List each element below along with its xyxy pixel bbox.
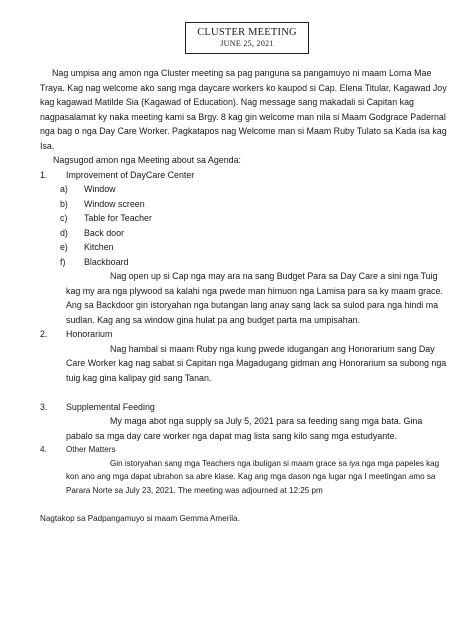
subitem-text: Table for Teacher	[84, 213, 152, 223]
subitem-text: Window screen	[84, 198, 145, 209]
subitem-letter: f)	[60, 256, 66, 267]
agenda-item-number: 2.	[40, 329, 48, 339]
agenda-item-body: Nag hambal si maam Ruby nga kung pwede idugangan ang Honorarium sang Day Care Worker kag nag sabat si Capitan nga Magadugang gidman ang Honorarium sa subong nga tuig kag gina kalipay gid sang Tanan.	[66, 343, 447, 383]
document-body	[40, 66, 450, 525]
agenda-item-number: 1.	[40, 169, 48, 180]
subitem-letter: e)	[60, 242, 68, 252]
agenda-item-title: Other Matters	[66, 445, 116, 454]
agenda-item-number: 4.	[40, 445, 47, 454]
agenda-item-title: Supplemental Feeding	[66, 401, 155, 412]
agenda-item-title: Improvement of DayCare Center	[66, 169, 195, 180]
agenda-item-3	[40, 400, 450, 415]
subitem	[40, 240, 450, 255]
subitem-letter: c)	[60, 213, 68, 223]
agenda-item-number: 3.	[40, 401, 48, 412]
subitem	[40, 255, 450, 270]
intro-paragraph: Nag umpisa ang amon nga Cluster meeting sa pag panguna sa pangamuyo ni maam Lorna Mae Traya. Kag nag welcome ako sang mga daycare workers ko kaupod si Cap. Elena Titular, Kagawad Joy kag kagawad Matilde Sia (Kagawad of Education). Nag message sang makadali si Capitan kag nagpasalamat ky naka meeting kami sa Brgy. 8 kag gin welcome man nila si Maam Godgrace Padernal nga bag o nga Day Care Worker. Pagkatapos nag Welcome man si Maam Ruby Tulato sa Kada isa kag Isa.	[40, 68, 447, 151]
subitem-text: Window	[84, 184, 116, 194]
meeting-date: JUNE 25, 2021	[220, 39, 274, 48]
subitem-letter: d)	[60, 227, 68, 238]
spacer	[40, 497, 450, 512]
subitem-text: Kitchen	[84, 242, 114, 252]
agenda-item-body: Gin istoryahan sang mga Teachers nga ibuligan si maam grace sa iya nga mga papeles kag kon ano ang mga dapat ubrahon sa abre klase. Kag ang mga dason nga lugar nga I meetingan amo sa Parara Norte sa July 23, 2021. The meeting was adjourned at 12:25 pm	[66, 458, 440, 495]
subitem	[40, 211, 450, 226]
subitem-letter: a)	[60, 184, 68, 194]
subitem	[40, 226, 450, 241]
closing-line: Nagtakop sa Padpangamuyo si maam Gemma Amerila.	[40, 513, 240, 523]
meeting-title-box	[185, 22, 309, 54]
agenda-item-body: Nag open up si Cap nga may ara na sang Budget Para sa Day Care a sini nga Tuig kag my ara nga plywood sa kalahi nga pwede man himuon nga Lamisa para sa ky maam grace. Ang sa Backdoor gin istoryahan nga butangan lang anay sang lack sa sulod para nga hindi ma sudlan. Kag ang sa window gina hulat pa ang budget parta ma umpisahan.	[66, 271, 443, 325]
agenda-item-body: My maga abot nga supply sa July 5, 2021 para sa feeding sang mga bata. Gina pabalo sa mga day care worker nga dapat mag lista sang kilo sang mga estudyante.	[66, 416, 423, 441]
meeting-title: CLUSTER MEETING	[197, 27, 297, 38]
spacer	[40, 385, 450, 400]
agenda-item-2	[40, 327, 450, 342]
subitem-letter: b)	[60, 198, 68, 209]
subitem-text: Back door	[84, 227, 124, 238]
agenda-lead: Nagsugod amon nga Meeting about sa Agenda:	[53, 155, 241, 165]
subitem-text: Blackboard	[84, 256, 129, 267]
agenda-item-1	[40, 168, 450, 183]
subitem	[40, 197, 450, 212]
agenda-item-4	[40, 443, 450, 457]
subitem	[40, 182, 450, 197]
agenda-item-title: Honorarium	[66, 329, 113, 339]
